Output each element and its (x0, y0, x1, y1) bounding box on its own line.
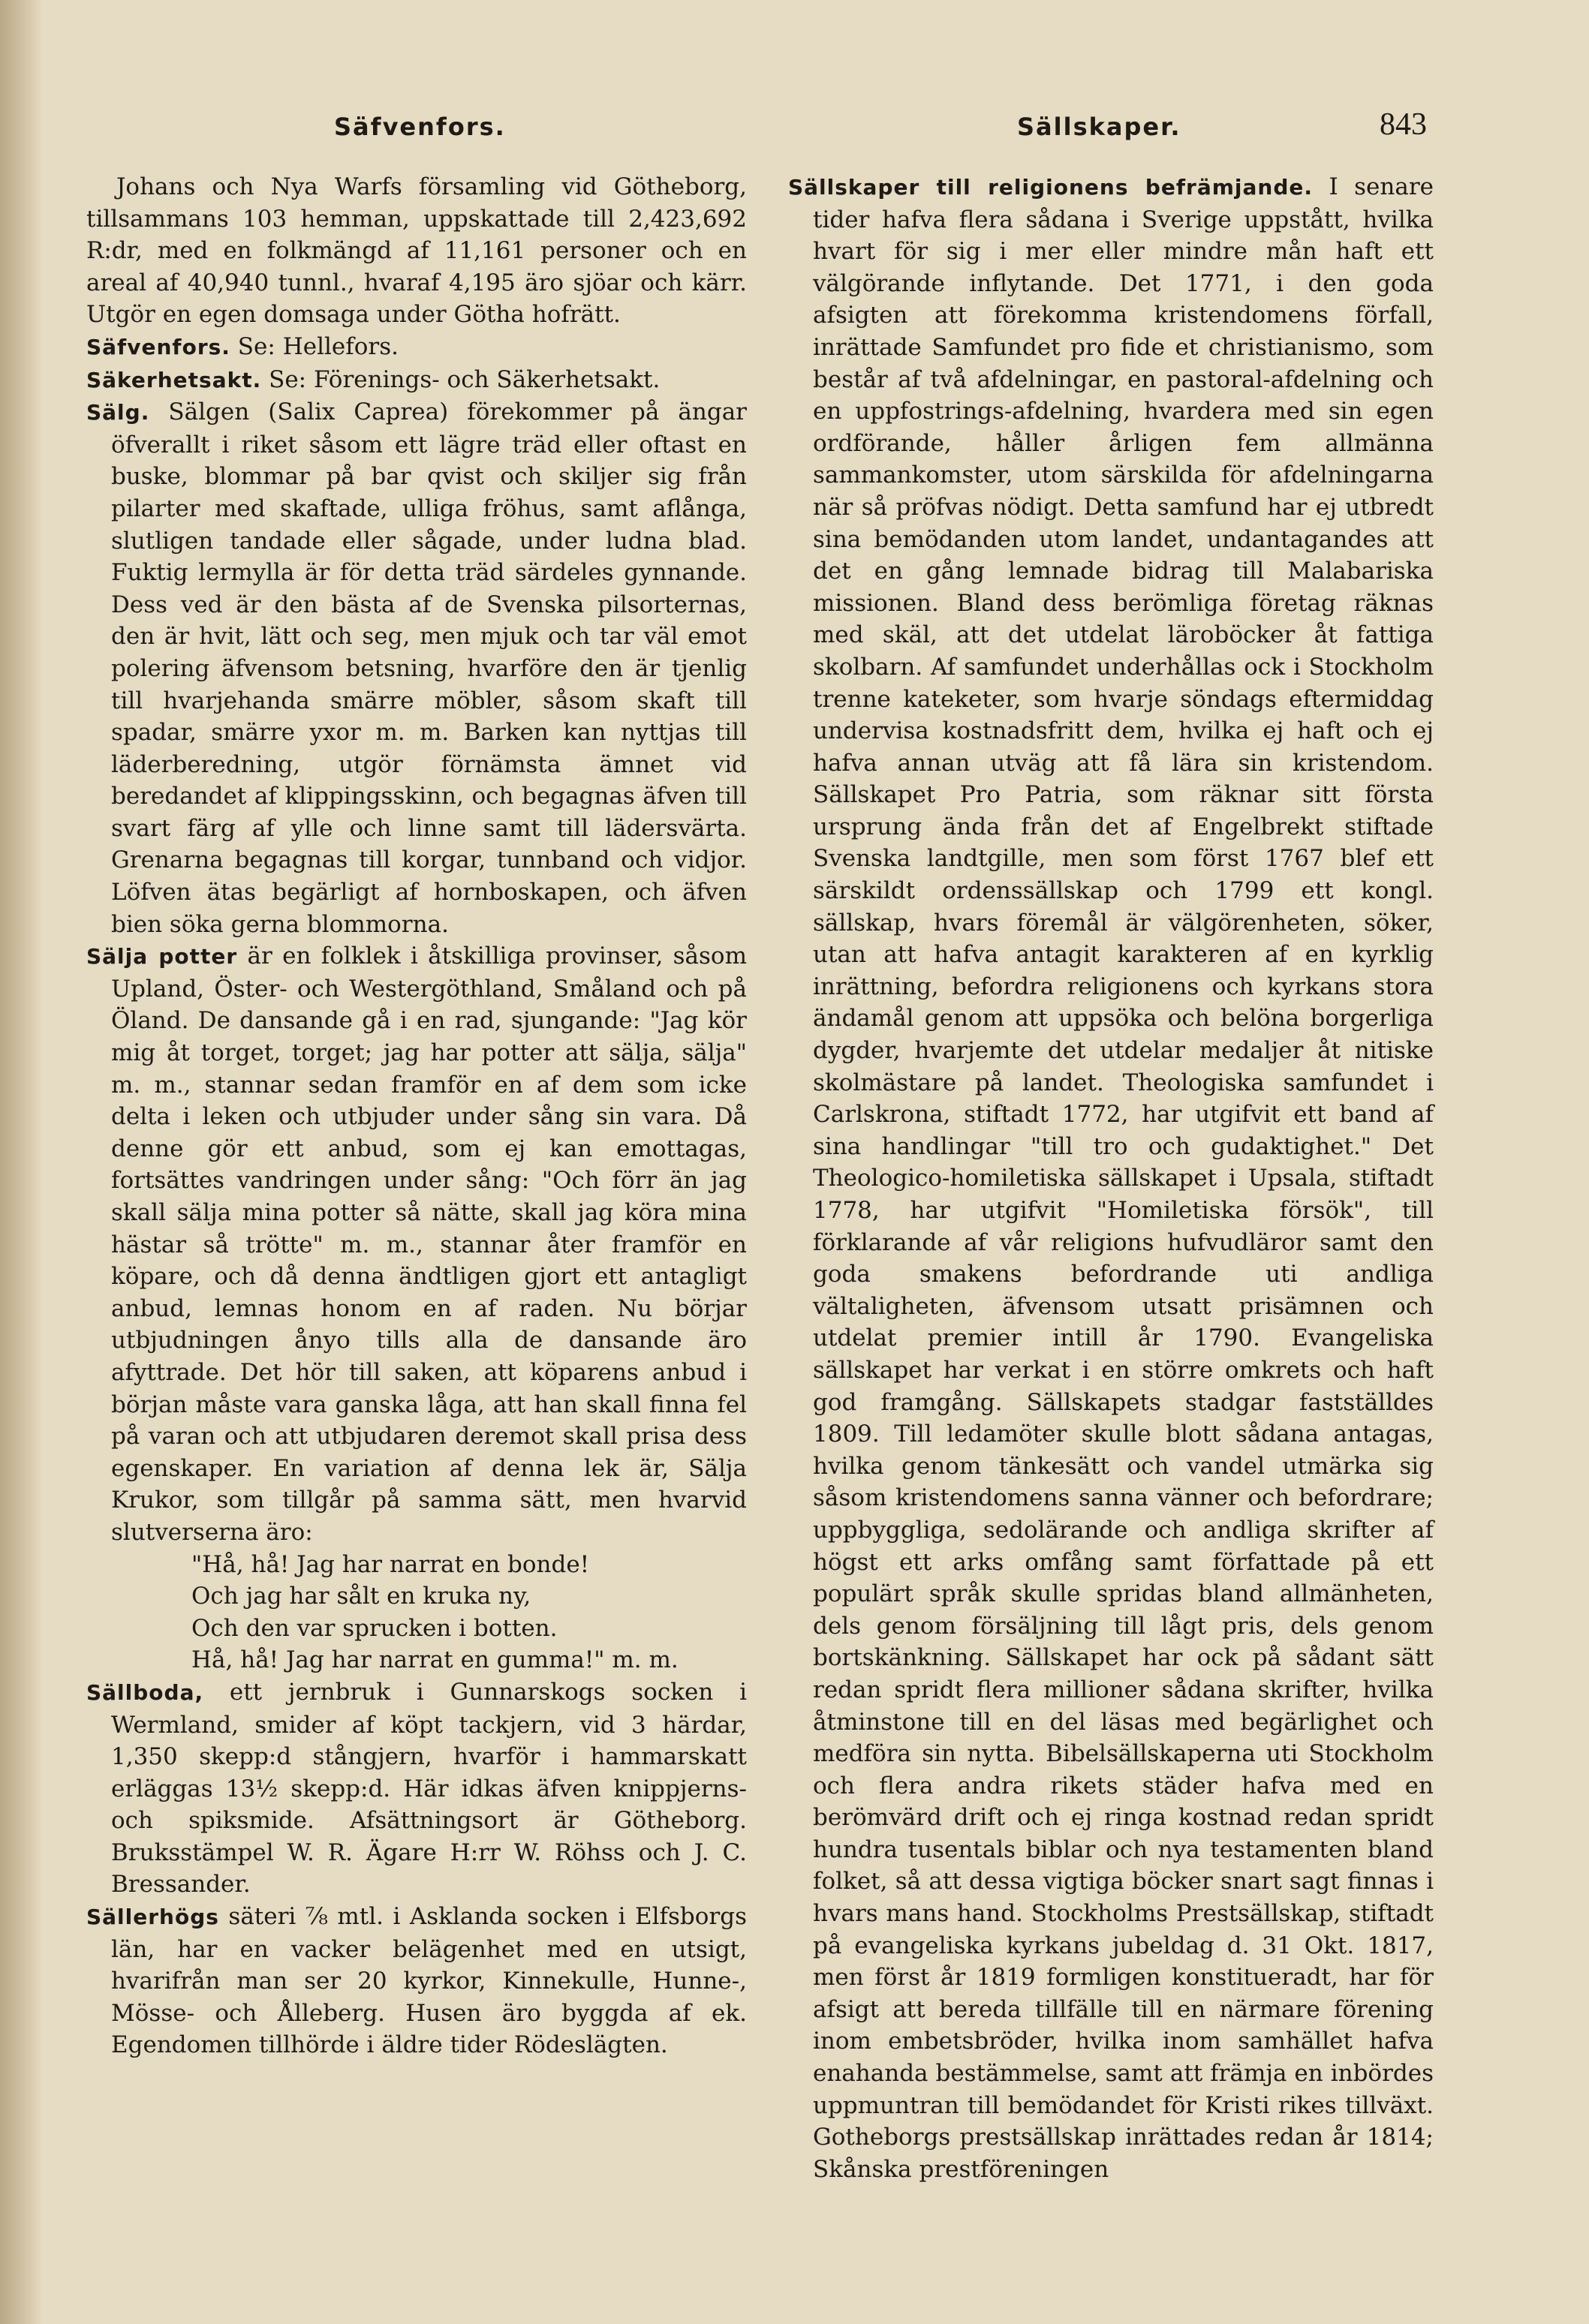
running-header-center: Sällskaper. (1017, 113, 1181, 141)
entry: Sälja potter är en folklek i åtskilliga provinser, såsom Upland, Öster- och Westergöthland, Småland och på Öland. De dansande gå i en rad, sjungande: "Jag kör mig åt torget, torget; jag har potter att sälja, sälja" m. m., stannar sedan framför en af dem som icke delta i leken och utbjuder under sång sin vara. Då denne gör ett anbud, som ej kan emottagas, fortsättes vandringen under sång: "Och förr än jag skall sälja mina potter så nätte, skall jag köra mina hästar så trötte" m. m., stannar åter framför en köpare, och då denna ändtligen gjort ett antagligt anbud, lemnas honom en af raden. Nu börjar utbjudningen ånyo tills alla de dansande äro afyttrade. Det hör till saken, att köparens anbud i början måste vara ganska låga, att han skall finna fel på varan och att utbjudaren deremot skall prisa dess egenskaper. En variation af denna lek är, Sälja Krukor, som tillgår på samma sätt, men hvarvid slutverserna äro: (86, 943, 747, 1546)
verse-block (86, 1549, 747, 1676)
entry-headword: Säfvenfors. (86, 334, 230, 359)
running-header-left: Säfvenfors. (334, 113, 506, 141)
entry: Sällboda, ett jernbruk i Gunnarskogs socken i Wermland, smider af köpt tackjern, vid 3 härdar, 1,350 skepp:d stångjern, hvarför i hammarskatt erläggas 13½ skepp:d. Här idkas äfven knippjerns- och spiksmide. Afsättningsort är Götheborg. Bruksstämpel W. R. Ägare H:rr W. Röhss och J. C. Bressander. (86, 1678, 747, 1899)
entry-headword: Sällboda, (86, 1679, 204, 1705)
entry-headword: Sälg. (86, 400, 150, 425)
entry-continuation: Johans och Nya Warfs församling vid Götheborg, tillsammans 103 hemman, uppskattade till 2,423,692 R:dr, med en folkmängd af 11,161 personer och en areal af 40,940 tunnl., hvaraf 4,195 äro sjöar och kärr. Utgör en egen domsaga under Götha hofrätt. (86, 173, 747, 329)
entry-headword: Sällskaper till religionens befrämjande. (788, 175, 1314, 200)
entry-headword: Sällerhögs (86, 1905, 219, 1930)
entry: Sällerhögs säteri ⅞ mtl. i Asklanda socken i Elfsborgs län, har en vacker belägenhet med en utsigt, hvarifrån man ser 20 kyrkor, Kinnekulle, Hunne-, Mösse- och Ålleberg. Husen äro byggda af ek. Egendomen tillhörde i äldre tider Rödeslägten. (86, 1903, 747, 2059)
verse-line: Och den var sprucken i botten. (191, 1614, 558, 1642)
left-column (86, 171, 747, 2061)
page-binding-edge (0, 0, 42, 2324)
entry-headword: Säkerhetsakt. (86, 367, 262, 392)
verse-line: "Hå, hå! Jag har narrat en bonde! (191, 1550, 590, 1578)
right-column (788, 171, 1434, 2185)
entry: Säkerhetsakt. Se: Förenings- och Säkerhetsakt. (86, 365, 661, 393)
verse-line: Och jag har sålt en kruka ny, (191, 1583, 531, 1610)
entry: Sällskaper till religionens befrämjande. I senare tider hafva flera sådana i Sverige uppstått, hvilka hvart för sig i mer eller mindre mån haft ett välgörande inflytande. Det 1771, i den goda afsigten att förekomma kristendomens förfall, inrättade Samfundet pro fide et christianismo, som består af två afdelningar, en pastoral-afdelning och en uppfostrings-afdelning, hvardera med sin egen ordförande, håller årligen fem allmänna sammankomster, utom särskilda för afdelningarna när så pröfvas nödigt. Detta samfund har ej utbredt sina bemödanden utom landet, undantagandes att det en gång lemnade bidrag till Malabariska missionen. Bland dess berömliga företag räknas med skäl, att det utdelat läroböcker åt fattiga skolbarn. Af samfundet underhållas ock i Stockholm trenne kateketer, som hvarje söndags eftermiddag undervisa kostnadsfritt dem, hvilka ej haft och ej hafva annan utväg att få lära sin kristendom. Sällskapet Pro Patria, som räknar sitt första ursprung ända från det af Engelbrekt stiftade Svenska landtgille, men som först 1767 blef ett särskildt ordenssällskap och 1799 ett kongl. sällskap, hvars föremål är välgörenheten, söker, utan att hafva antagit karakteren af en kyrklig inrättning, befordra religionens och kyrkans stora ändamål genom att uppsöka och belöna borgerliga dygder, hvarjemte det utdelar medaljer åt nitiske skolmästare på landet. Theologiska samfundet i Carlskrona, stiftadt 1772, har utgifvit ett band af sina handlingar "till tro och gudaktighet." Det Theologico-homiletiska sällskapet i Upsala, stiftadt 1778, har utgifvit "Homiletiska försök", till förklarande af vår religions hufvudläror samt den goda smakens befordrande uti andliga vältaligheten, äfvensom utsatt prisämnen och utdelat premier intill år 1790. Evangeliska sällskapet har verkat i en större omkrets och haft god framgång. Sällskapets stadgar fastställdes 1809. Till ledamöter skulle blott sådana antagas, hvilka genom tänkesätt och vandel utmärka sig såsom kristendomens sanna vänner och befordrare; uppbyggliga, sedolärande och andliga skrifter af högst ett arks omfång samt författade på ett populärt språk skulle spridas bland allmänheten, dels genom försäljning till lågt pris, dels genom bortskänkning. Sällskapet har ock på sådant sätt redan spridt flera millioner sådana skrifter, hvilka åtminstone till en del läsas med begärlighet och medföra sin nytta. Bibelsällskaperna uti Stockholm och flera andra rikets städer hafva med en berömvärd drift och ej ringa kostnad redan spridt hundra tusentals biblar och nya testamenten bland folket, så att dessa vigtiga böcker snart sagt finnas i hvars mans hand. Stockholms Prestsällskap, stiftadt på evangeliska kyrkans jubeldag d. 31 Okt. 1817, men först år 1819 formligen konstitueradt, har för afsigt att bereda tillfälle till en närmare förening inom embetsbröder, hvilka inom samhället hafva enahanda bestämmelse, samt att främja en inbördes uppmuntran till bemödandet för Kristi rikes tillväxt. Gotheborgs prestsällskap inrättades redan år 1814; Skånska prestföreningen (788, 173, 1434, 2183)
entry-headword: Sälja potter (86, 944, 238, 970)
entry: Säfvenfors. Se: Hellefors. (86, 332, 399, 360)
entry: Sälg. Sälgen (Salix Caprea) förekommer på ängar öfverallt i riket såsom ett lägre träd eller oftast en buske, blommar på bar qvist och skiljer sig från pilarter med skaftade, ulliga fröhus, samt aflånga, slutligen tandade eller sågade, under ludna blad. Fuktig lermylla är för detta träd särdeles gynnande. Dess ved är den bästa af de Svenska pilsorternas, den är hvit, lätt och seg, men mjuk och tar väl emot polering äfvensom betsning, hvarföre den är tjenlig till hvarjehanda smärre möbler, såsom skaft till spadar, smärre yxor m. m. Barken kan nyttjas till läderberedning, utgör förnämsta ämnet vid beredandet af klippingsskinn, och begagnas äfven till svart färg af ylle och linne samt till lädersvärta. Grenarna begagnas till korgar, tunnband och vidjor. Löfven ätas begärligt af hornboskapen, och äfven bien söka gerna blommorna. (86, 398, 747, 938)
page-number: 843 (1380, 107, 1427, 142)
verse-line: Hå, hå! Jag har narrat en gumma!" m. m. (191, 1646, 679, 1674)
